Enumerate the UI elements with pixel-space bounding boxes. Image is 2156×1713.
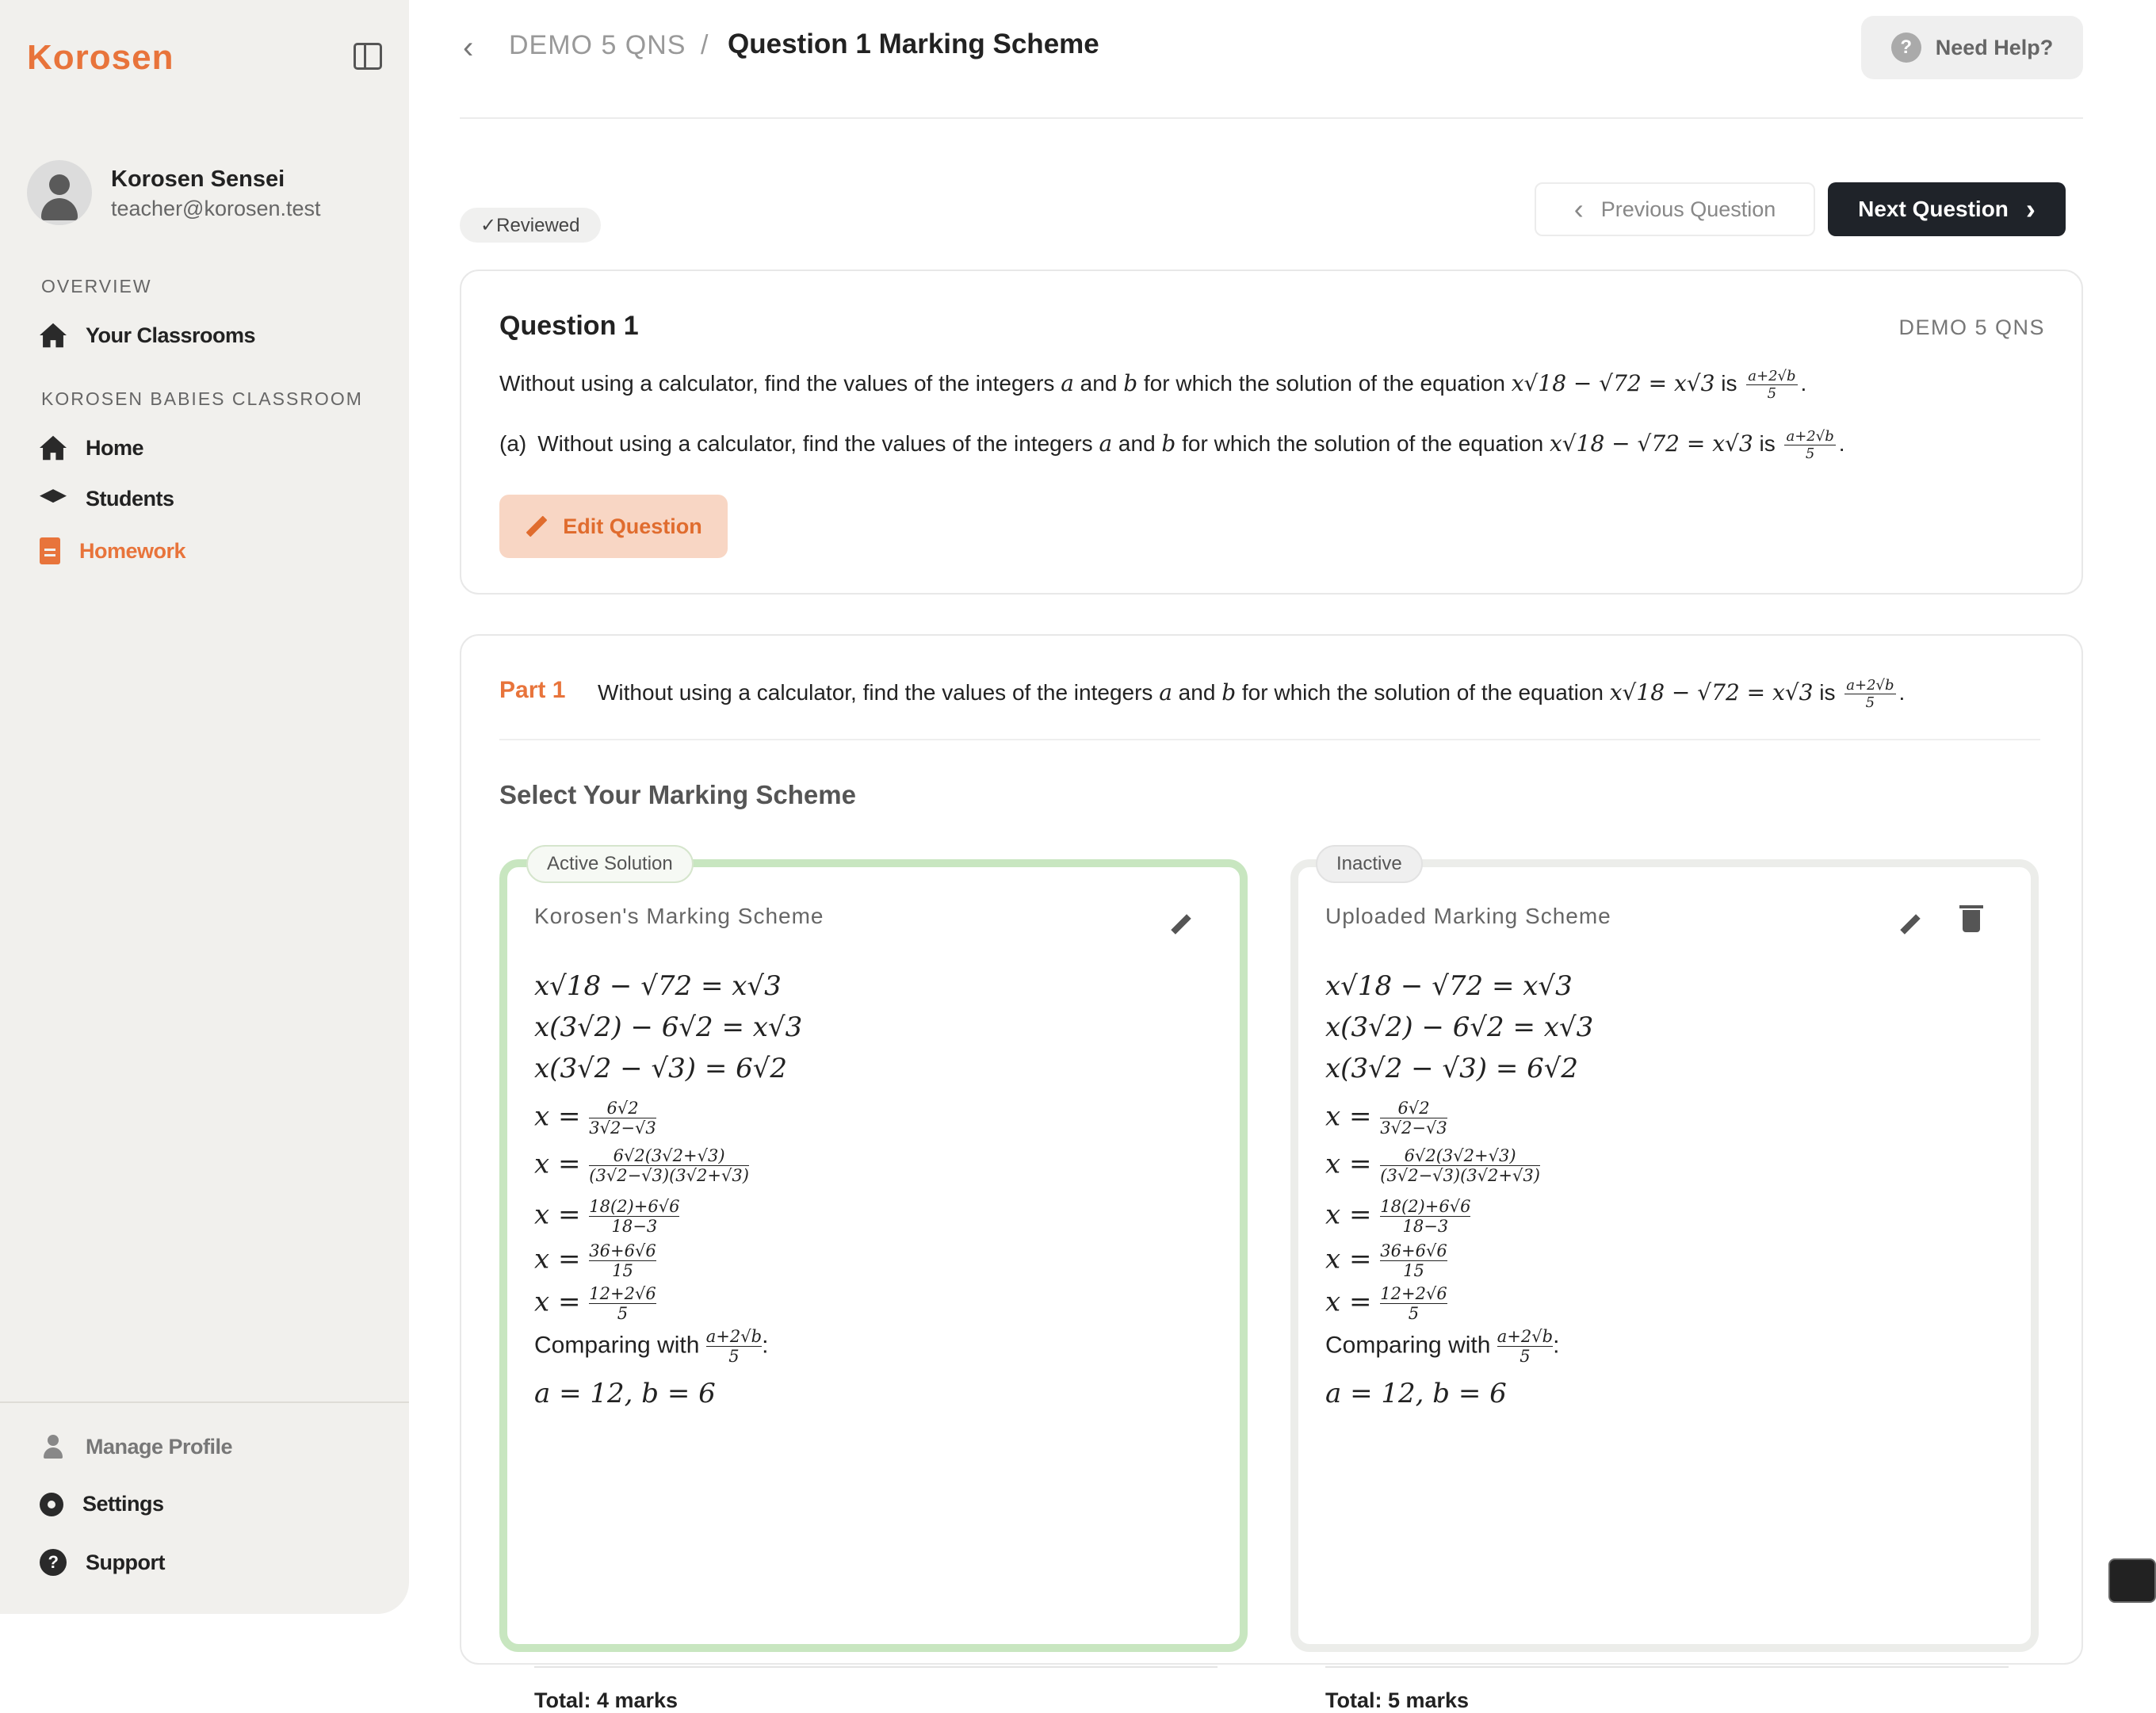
var-b: b	[1221, 679, 1237, 705]
avatar	[27, 160, 92, 225]
sidebar	[0, 0, 409, 1614]
var-b: b	[1123, 369, 1138, 396]
x-equals: x =	[1325, 1243, 1381, 1275]
question-set-tag: DEMO 5 QNS	[1898, 315, 2045, 339]
edit-question-label: Edit Question	[563, 514, 702, 538]
fraction	[589, 1099, 656, 1138]
text-segment: Without using a calculator, find the values of the integers	[499, 370, 1061, 396]
comparing-line	[1325, 1327, 1559, 1366]
question-text: Without using a calculator, find the values of the integers a and b for which the solution of the equation x√18 − √72 = x√3 is $\frac{a+2√b}{5}$ .	[499, 368, 1807, 402]
fraction-denominator: 5	[1865, 694, 1875, 711]
sidebar-divider	[0, 1401, 409, 1403]
fraction-denominator: 3√2−√3	[589, 1118, 656, 1138]
colon: :	[1553, 1332, 1560, 1359]
need-help-label: Need Help?	[1935, 35, 2054, 59]
x-equals: x =	[1325, 1199, 1381, 1231]
working-line	[534, 1197, 679, 1236]
comparing-text: Comparing with	[1325, 1332, 1497, 1359]
comparing-line	[534, 1327, 768, 1366]
part-divider	[499, 739, 2040, 740]
total-marks: Total: 4 marks	[534, 1688, 679, 1712]
back-chevron-icon[interactable]: ‹	[463, 30, 474, 65]
answer-line: a = 12, b = 6	[1325, 1378, 1507, 1409]
equation: x√18 − √72 = x√3	[1511, 369, 1715, 396]
fraction-denominator: 5	[617, 1304, 629, 1323]
marking-scheme-card-active[interactable]	[499, 853, 1248, 1712]
chevron-right-icon: ›	[2025, 193, 2036, 225]
fraction	[1380, 1146, 1540, 1185]
previous-question-label: Previous Question	[1600, 197, 1776, 221]
overview-heading: OVERVIEW	[41, 276, 152, 296]
sidebar-item-label: Support	[86, 1550, 165, 1574]
sidebar-item-label: Your Classrooms	[86, 323, 256, 347]
fraction-numerator: a+2√b	[1786, 428, 1834, 445]
main-content	[409, 0, 2140, 1712]
question-part-a-text: (a) Without using a calculator, find the values of the integers a and b for which the solution of the equation x√18 − √72 = x√3 is $\frac{a+2√b}{5}$ .	[499, 428, 1845, 462]
text-segment: and	[1172, 679, 1222, 705]
sidebar-item-label: Students	[86, 486, 174, 510]
korosen-logo[interactable]: Korosen	[27, 38, 174, 77]
x-equals: x =	[1325, 1100, 1381, 1133]
sidebar-toggle-icon[interactable]	[354, 43, 382, 70]
sidebar-item-homework[interactable]	[40, 537, 185, 564]
text-segment: Without using a calculator, find the values of the integers	[598, 679, 1160, 705]
home-icon	[40, 322, 67, 349]
fraction-numerator: a+2√b	[705, 1327, 763, 1346]
chevron-left-icon: ‹	[1573, 193, 1584, 225]
fraction-numerator: 6√2	[1380, 1099, 1447, 1118]
sidebar-item-support[interactable]	[40, 1549, 165, 1576]
scheme-title: Korosen's Marking Scheme	[534, 904, 824, 928]
fraction-denominator: 18−3	[611, 1217, 658, 1236]
working-line: x(3√2) − 6√2 = x√3	[1325, 1011, 1594, 1043]
fraction-denominator: 15	[612, 1261, 633, 1280]
previous-question-button[interactable]	[1535, 182, 1815, 236]
help-icon: ?	[40, 1549, 67, 1576]
classroom-heading: KOROSEN BABIES CLASSROOM	[41, 388, 363, 409]
fraction-numerator: 18(2)+6√6	[1380, 1197, 1471, 1216]
fraction	[1380, 1197, 1470, 1236]
select-scheme-heading: Select Your Marking Scheme	[499, 780, 856, 809]
graduation-cap-icon	[40, 485, 67, 512]
fraction	[1746, 368, 1797, 402]
sidebar-item-manage-profile[interactable]	[40, 1433, 232, 1460]
fraction-numerator: 6√2	[589, 1099, 656, 1118]
fraction-numerator: 6√2(3√2+√3)	[1380, 1146, 1540, 1166]
fraction-numerator: a+2√b	[1497, 1327, 1554, 1346]
fraction	[706, 1327, 762, 1366]
text-segment: and	[1073, 370, 1124, 396]
header-divider	[460, 117, 2083, 119]
document-icon	[40, 537, 60, 564]
next-question-label: Next Question	[1858, 197, 2009, 221]
text-segment: Without using a calculator, find the values of the integers	[537, 430, 1099, 456]
profile-email: teacher@korosen.test	[111, 197, 321, 220]
text-segment: and	[1112, 430, 1162, 456]
sidebar-item-label: Manage Profile	[86, 1434, 233, 1459]
delete-scheme-icon[interactable]	[1963, 910, 1980, 932]
user-icon	[40, 1433, 67, 1460]
inactive-tag: Inactive	[1316, 845, 1423, 883]
working-line: x(3√2) − 6√2 = x√3	[534, 1011, 803, 1043]
marking-scheme-card-inactive[interactable]	[1290, 853, 2039, 1712]
sidebar-item-your-classrooms[interactable]	[40, 322, 255, 349]
edit-scheme-icon[interactable]	[1900, 914, 1920, 934]
need-help-button[interactable]	[1861, 16, 2083, 79]
fraction-denominator: 5	[1805, 445, 1815, 462]
fraction-denominator: (3√2−√3)(3√2+√3)	[589, 1166, 749, 1185]
fraction	[589, 1284, 656, 1323]
text-segment: for which the solution of the equation	[1175, 430, 1550, 456]
sidebar-item-settings[interactable]	[40, 1492, 164, 1516]
profile-card	[27, 160, 92, 225]
fraction-denominator: 5	[1767, 385, 1777, 402]
fraction-denominator: 15	[1403, 1261, 1424, 1280]
fraction-numerator: 12+2√6	[1380, 1284, 1447, 1303]
profile-name: Korosen Sensei	[111, 166, 285, 192]
fraction-denominator: 3√2−√3	[1380, 1118, 1447, 1138]
var-a: a	[1099, 430, 1113, 457]
edit-question-button[interactable]	[499, 495, 728, 558]
scheme-divider	[1325, 1666, 2009, 1668]
fraction	[1497, 1327, 1553, 1366]
question-card	[460, 270, 2083, 595]
breadcrumb-separator: /	[701, 30, 709, 60]
sidebar-item-label: Settings	[82, 1492, 164, 1516]
help-icon: ?	[1891, 33, 1921, 63]
pencil-icon	[526, 516, 548, 537]
text-segment: for which the solution of the equation	[1137, 370, 1512, 396]
x-equals: x =	[1325, 1286, 1381, 1318]
fraction	[589, 1241, 656, 1280]
working-line	[534, 1284, 656, 1323]
working-line	[534, 1241, 656, 1280]
var-a: a	[1159, 679, 1172, 705]
var-b: b	[1161, 430, 1176, 457]
x-equals: x =	[534, 1286, 590, 1318]
x-equals: x =	[534, 1148, 590, 1180]
answer-line: a = 12, b = 6	[534, 1378, 716, 1409]
sidebar-item-label: Home	[86, 435, 144, 460]
gear-icon	[40, 1493, 63, 1516]
working-line	[534, 1099, 656, 1138]
x-equals: x =	[534, 1243, 590, 1275]
question-title: Question 1	[499, 311, 639, 341]
scheme-title: Uploaded Marking Scheme	[1325, 904, 1611, 928]
part-label: Part 1	[499, 677, 566, 703]
fraction-numerator: 36+6√6	[1380, 1241, 1447, 1260]
breadcrumb-parent[interactable]: DEMO 5 QNS	[509, 30, 686, 60]
scheme-divider	[534, 1666, 1218, 1668]
fraction-numerator: 18(2)+6√6	[589, 1197, 680, 1216]
sidebar-item-students[interactable]	[40, 485, 174, 512]
fraction-numerator: 6√2(3√2+√3)	[589, 1146, 749, 1166]
working-line: x√18 − √72 = x√3	[534, 970, 782, 1002]
fraction-denominator: 18−3	[1402, 1217, 1449, 1236]
text-segment: is	[1714, 370, 1744, 396]
fraction	[1380, 1284, 1447, 1323]
working-line	[1325, 1146, 1540, 1185]
working-line	[1325, 1241, 1447, 1280]
floating-action-button[interactable]	[2108, 1558, 2156, 1603]
fraction	[589, 1197, 679, 1236]
fraction-denominator: 5	[728, 1347, 740, 1366]
working-line: x√18 − √72 = x√3	[1325, 970, 1573, 1002]
x-equals: x =	[1325, 1148, 1381, 1180]
text-segment: for which the solution of the equation	[1236, 679, 1610, 705]
home-icon	[40, 434, 67, 461]
sidebar-item-label: Homework	[79, 538, 186, 563]
x-equals: x =	[534, 1100, 590, 1133]
part-card	[460, 634, 2083, 1712]
var-a: a	[1061, 369, 1074, 396]
part-text: Without using a calculator, find the values of the integers a and b for which the solution of the equation x√18 − √72 = x√3 is $\frac{a+2√b}{5}$ .	[598, 677, 1906, 711]
fraction-numerator: 36+6√6	[589, 1241, 656, 1260]
fraction-denominator: 5	[1520, 1347, 1531, 1366]
working-line: x(3√2 − √3) = 6√2	[1325, 1053, 1579, 1084]
fraction	[1844, 677, 1895, 711]
status-badge: ✓Reviewed	[460, 208, 601, 243]
colon: :	[762, 1332, 769, 1359]
fraction	[589, 1146, 749, 1185]
fraction	[1380, 1099, 1447, 1138]
sidebar-item-home[interactable]	[40, 434, 143, 461]
equation: x√18 − √72 = x√3	[1550, 430, 1753, 457]
x-equals: x =	[534, 1199, 590, 1231]
fraction-denominator: (3√2−√3)(3√2+√3)	[1380, 1166, 1540, 1185]
next-question-button[interactable]	[1828, 182, 2066, 236]
total-marks: Total: 5 marks	[1325, 1688, 1470, 1712]
working-line	[1325, 1099, 1447, 1138]
equation: x√18 − √72 = x√3	[1609, 679, 1814, 705]
working-line: x(3√2 − √3) = 6√2	[534, 1053, 788, 1084]
text-segment: is	[1813, 679, 1842, 705]
text-segment: is	[1753, 430, 1782, 456]
fraction-numerator: 12+2√6	[589, 1284, 656, 1303]
edit-scheme-icon[interactable]	[1171, 914, 1191, 934]
fraction-denominator: 5	[1408, 1304, 1420, 1323]
fraction-numerator: a+2√b	[1846, 677, 1894, 694]
active-solution-tag: Active Solution	[526, 845, 694, 883]
working-line	[1325, 1197, 1470, 1236]
working-line	[1325, 1284, 1447, 1323]
fraction	[1784, 428, 1835, 462]
working-line	[534, 1146, 749, 1185]
comparing-text: Comparing with	[534, 1332, 706, 1359]
part-label: (a)	[499, 430, 527, 456]
fraction-numerator: a+2√b	[1748, 368, 1796, 384]
fraction	[1380, 1241, 1447, 1280]
page-title: Question 1 Marking Scheme	[728, 29, 1099, 59]
